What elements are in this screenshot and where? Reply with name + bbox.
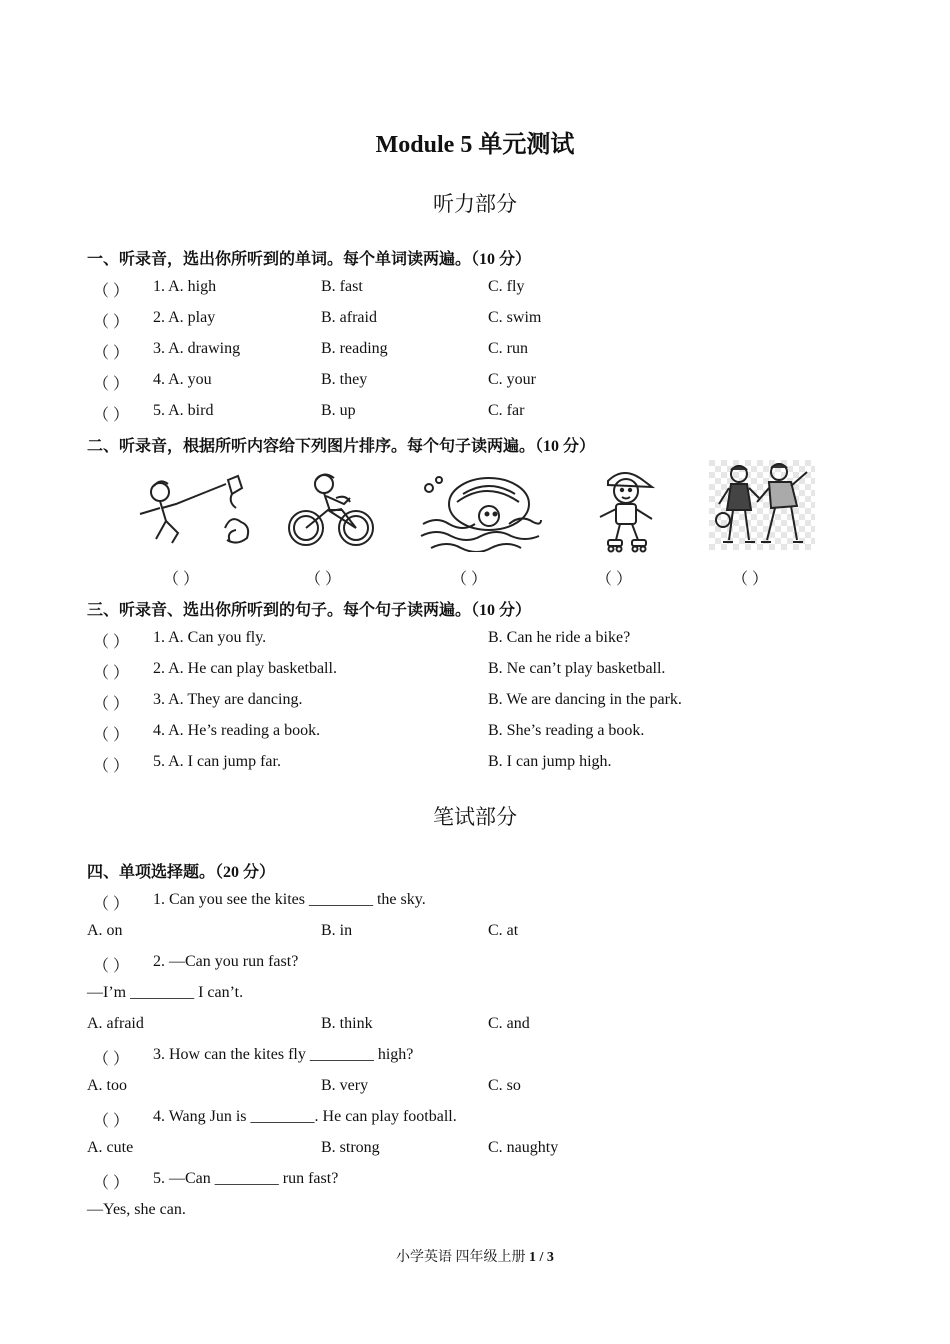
answer-bracket: （ ）: [93, 727, 130, 744]
answer-bracket: （ ）: [93, 758, 130, 775]
option-b: B. in: [321, 922, 353, 939]
page-footer: [0, 1246, 950, 1266]
picture-1-bracket: （ ）: [163, 571, 200, 588]
question-text-line-2: —Yes, she can.: [87, 1201, 186, 1218]
answer-bracket: （ ）: [93, 345, 130, 362]
option-a: A. on: [87, 922, 123, 939]
question-text: 3. How can the kites fly ________ high?: [153, 1046, 414, 1063]
listening-section-title: 听力部分: [433, 192, 517, 216]
picture-4-bracket: （ ）: [596, 571, 633, 588]
answer-bracket: （ ）: [93, 696, 130, 713]
option-a: 3. A. They are dancing.: [153, 691, 303, 708]
option-b: B. We are dancing in the park.: [488, 691, 682, 708]
answer-bracket: （ ）: [93, 896, 130, 913]
option-b: B. think: [321, 1015, 373, 1032]
option-b: B. reading: [321, 340, 388, 357]
question-text-line-2: —I’m ________ I can’t.: [87, 984, 244, 1001]
answer-bracket: （ ）: [93, 407, 130, 424]
option-a: 3. A. drawing: [153, 340, 241, 357]
option-c: C. swim: [488, 309, 542, 326]
option-a: 4. A. you: [153, 371, 212, 388]
option-b: B. She’s reading a book.: [488, 722, 645, 739]
option-b: B. up: [321, 402, 356, 419]
roller-skating-picture: [592, 463, 660, 555]
option-c: C. so: [488, 1077, 521, 1094]
page-title: Module 5 单元测试: [375, 132, 575, 158]
option-a: 1. A. Can you fly.: [153, 629, 267, 646]
option-a: 4. A. He’s reading a book.: [153, 722, 321, 739]
option-c: C. at: [488, 922, 519, 939]
question-text: 2. —Can you run fast?: [153, 953, 299, 970]
footer-text: 小学英语 四年级上册: [396, 1250, 526, 1265]
option-b: B. I can jump high.: [488, 753, 612, 770]
section-4-heading: 四、单项选择题。（20 分）: [87, 864, 276, 881]
option-a: A. afraid: [87, 1015, 144, 1032]
option-b: B. afraid: [321, 309, 377, 326]
question-text: 1. Can you see the kites ________ the sky.: [153, 891, 426, 908]
option-a: A. too: [87, 1077, 127, 1094]
option-b: B. Ne can’t play basketball.: [488, 660, 666, 677]
swimming-picture: [417, 472, 545, 552]
option-b: B. strong: [321, 1139, 380, 1156]
option-a: 2. A. play: [153, 309, 216, 326]
answer-bracket: （ ）: [93, 634, 130, 651]
kite-flying-picture: [130, 470, 255, 552]
question-text: 4. Wang Jun is ________. He can play football.: [153, 1108, 457, 1125]
answer-bracket: （ ）: [93, 958, 130, 975]
answer-bracket: （ ）: [93, 283, 130, 300]
option-c: C. far: [488, 402, 525, 419]
picture-5-bracket: （ ）: [732, 571, 769, 588]
option-c: C. run: [488, 340, 528, 357]
option-c: C. fly: [488, 278, 525, 295]
option-c: C. your: [488, 371, 536, 388]
option-a: A. cute: [87, 1139, 134, 1156]
picture-2-bracket: （ ）: [305, 571, 342, 588]
option-b: B. they: [321, 371, 368, 388]
option-b: B. very: [321, 1077, 369, 1094]
writing-section-title: 笔试部分: [433, 805, 517, 829]
answer-bracket: （ ）: [93, 376, 130, 393]
option-a: 5. A. I can jump far.: [153, 753, 281, 770]
basketball-picture: [709, 460, 815, 550]
section-2-heading: 二、听录音，根据所听内容给下列图片排序。每个句子读两遍。（10 分）: [87, 438, 596, 455]
option-b: B. fast: [321, 278, 363, 295]
answer-bracket: （ ）: [93, 314, 130, 331]
option-c: C. and: [488, 1015, 530, 1032]
option-a: 5. A. bird: [153, 402, 214, 419]
bike-riding-picture: [286, 470, 376, 550]
answer-bracket: （ ）: [93, 1175, 130, 1192]
option-b: B. Can he ride a bike?: [488, 629, 631, 646]
option-c: C. naughty: [488, 1139, 559, 1156]
section-3-heading: 三、听录音、选出你所听到的句子。每个句子读两遍。（10 分）: [87, 602, 532, 619]
answer-bracket: （ ）: [93, 1113, 130, 1130]
question-text: 5. —Can ________ run fast?: [153, 1170, 339, 1187]
picture-3-bracket: （ ）: [451, 571, 488, 588]
answer-bracket: （ ）: [93, 1051, 130, 1068]
answer-bracket: （ ）: [93, 665, 130, 682]
section-1-heading: 一、听录音，选出你所听到的单词。每个单词读两遍。（10 分）: [87, 251, 532, 268]
page-number: 1 / 3: [529, 1250, 554, 1265]
option-a: 2. A. He can play basketball.: [153, 660, 337, 677]
option-a: 1. A. high: [153, 278, 217, 295]
